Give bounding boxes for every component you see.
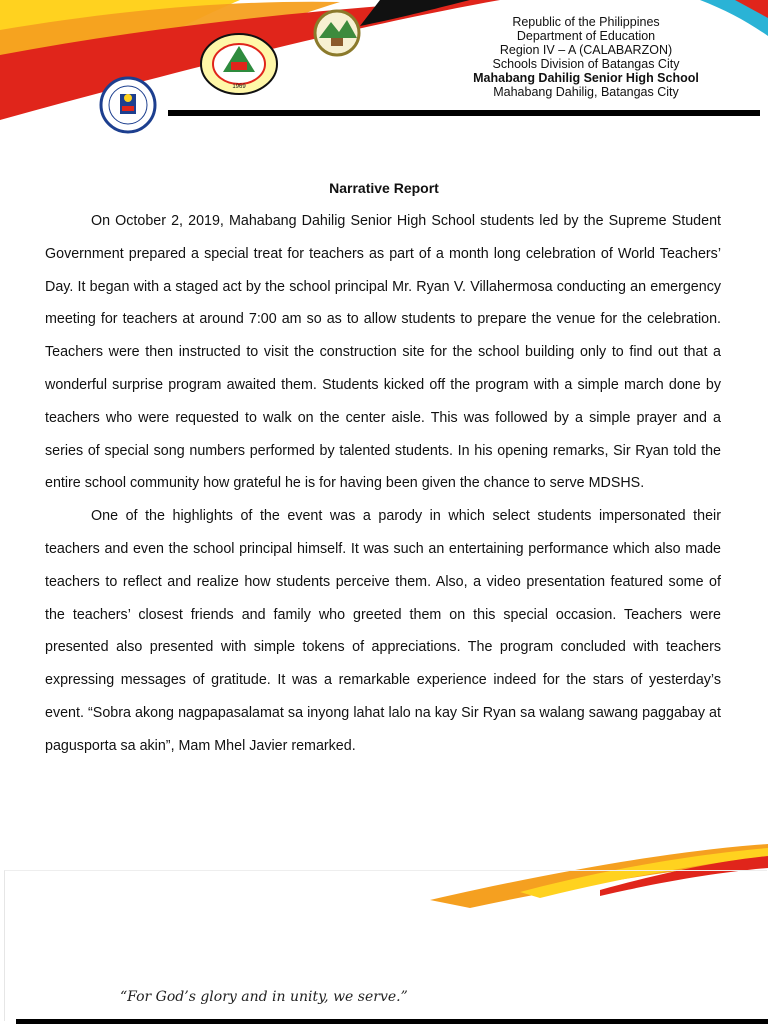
schools-division-seal-logo: [198, 32, 280, 96]
letterhead-line-division: Schools Division of Batangas City: [492, 57, 680, 71]
report-paragraph: One of the highlights of the event was a parody in which select students impersonated their teachers and even the school principal himself. It was such an entertaining performance which also made teachers to reflect and realize how students perceive them. Also, a video presentation featured some of the teachers’ closest friends and family who greeted them on this special occasion. Teachers were presented also presented with simple tokens of appreciations. The program concluded with teachers expressing messages of gratitude. It was a remarkable experience indeed for the stars of yesterday’s event. “Sobra akong nagpapasalamat sa inyong lahat lalo na kay Sir Ryan sa walang sawang paggabay at pagusporta sa akin”, Mam Mhel Javier remarked.: [45, 508, 721, 754]
footer-motto: “For God’s glory and in unity, we serve.”: [120, 989, 408, 1005]
letterhead: [436, 15, 736, 99]
header-divider: [168, 110, 760, 116]
report-title: Narrative Report: [329, 180, 439, 196]
report-paragraph: On October 2, 2019, Mahabang Dahilig Senior High School students led by the Supreme Student Government prepared a special treat for teachers as part of a month long celebration of World Teachers’ Day. It began with a staged act by the school principal Mr. Ryan V. Villahermosa conducting an emergency meeting for teachers at around 7:00 am so as to allow students to prepare the venue for the celebration. Teachers were then instructed to visit the construction site for the school building only to find out that a wonderful surprise program awaited them. Students kicked off the program with a simple march done by teachers who were requested to walk on the center aisle. This was followed by a simple prayer and a series of special song numbers performed by talented students. In his opening remarks, Sir Ryan told the entire school community how grateful he is for having been given the chance to serve MDSHS.: [45, 213, 721, 492]
footer-divider: [16, 1019, 768, 1024]
letterhead-line-department: Department of Education: [516, 29, 656, 43]
letterhead-school-name: Mahabang Dahilig Senior High School: [473, 71, 699, 85]
report-body: [45, 205, 721, 763]
letterhead-address: Mahabang Dahilig, Batangas City: [493, 85, 679, 99]
division-seal-year: 1969: [232, 84, 246, 90]
deped-seal-logo: [86, 76, 170, 134]
letterhead-line-region: Region IV – A (CALABARZON): [499, 43, 673, 57]
letterhead-line-republic: Republic of the Philippines: [512, 15, 660, 29]
school-seal-logo: [305, 8, 369, 58]
